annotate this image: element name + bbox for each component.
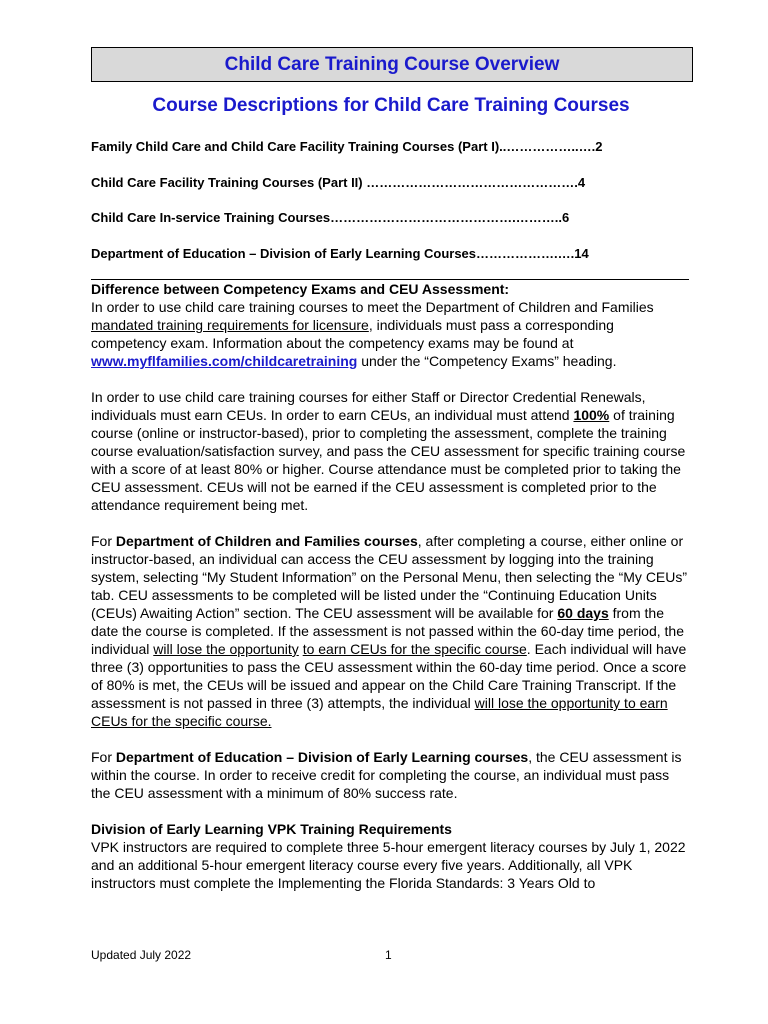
myflfamilies-link[interactable]: www.myflfamilies.com/childcaretraining: [91, 353, 358, 369]
page-title: Child Care Training Course Overview: [224, 53, 560, 75]
toc-entry-doe: Department of Education – Division of Early Learning Courses……………….….14: [91, 246, 589, 261]
page-subtitle: Course Descriptions for Child Care Training Courses: [152, 95, 630, 116]
footer-updated-date: Updated July 2022: [91, 948, 192, 962]
toc-entry-part-2: Child Care Facility Training Courses (Part II) ………………………………………….4: [91, 175, 586, 190]
paragraph-ceu-requirements: In order to use child care training courses for either Staff or Director Credential Renewals, individuals must earn CEUs. In order to earn CEUs, an individual must attend 100% of training course (online or instructor-based), prior to completing the assessment, complete the training course evaluation/satisfaction survey, and pass the CEU assessment for specific training course with a score of at least 80% or higher. Course attendance must be completed prior to taking the CEU assessment. CEUs will not be earned if the CEU assessment is completed prior to the attendance requirement being met.: [91, 389, 686, 513]
section-heading-vpk: Division of Early Learning VPK Training Requirements: [91, 821, 452, 837]
footer-page-number: 1: [385, 948, 392, 962]
section-heading-competency: Difference between Competency Exams and CEU Assessment:: [91, 281, 510, 297]
page-title-box: [91, 47, 693, 82]
toc-entry-part-1: Family Child Care and Child Care Facility Training Courses (Part I)..……………..….2: [91, 139, 603, 154]
paragraph-vpk-requirements: VPK instructors are required to complete three 5-hour emergent literacy courses by July 1, 2022 and an additional 5-hour emergent literacy course every five years. Additionally, all VPK instructors must complete the Implementing the Florida Standards: 3 Years Old to: [91, 839, 686, 891]
toc-entry-inservice: Child Care In-service Training Courses…………………………………….………..6: [91, 210, 570, 225]
paragraph-competency-exams: In order to use child care training courses to meet the Department of Children and Families mandated training requirements for licensure, individuals must pass a corresponding competency exam. Information about the competency exams may be found at www.myflfamilies.com/childcaretraining under the “Competency Exams” heading.: [91, 299, 654, 369]
paragraph-dcf-courses: For Department of Children and Families courses, after completing a course, either online or instructor-based, an individual can access the CEU assessment by logging into the training system, selecting “My Student Information” on the Personal Menu, then selecting the “My CEUs” tab. CEU assessments to be completed will be listed under the “Continuing Education Units (CEUs) Awaiting Action” section. The CEU assessment will be available for 60 days from the date the course is completed. If the assessment is not passed within the 60-day time period, the individual will lose the opportunity to earn CEUs for the specific course. Each individual will have three (3) opportunities to pass the CEU assessment within the 60-day time period. Once a score of 80% is met, the CEUs will be issued and appear on the Child Care Training Transcript. If the assessment is not passed in three (3) attempts, the individual will lose the opportunity to earn CEUs for the specific course.: [91, 533, 688, 729]
document-body: [91, 280, 691, 910]
paragraph-doe-courses: For Department of Education – Division of Early Learning courses, the CEU assessment is within the course. In order to receive credit for completing the course, an individual must pass the CEU assessment with a minimum of 80% success rate.: [91, 749, 682, 801]
